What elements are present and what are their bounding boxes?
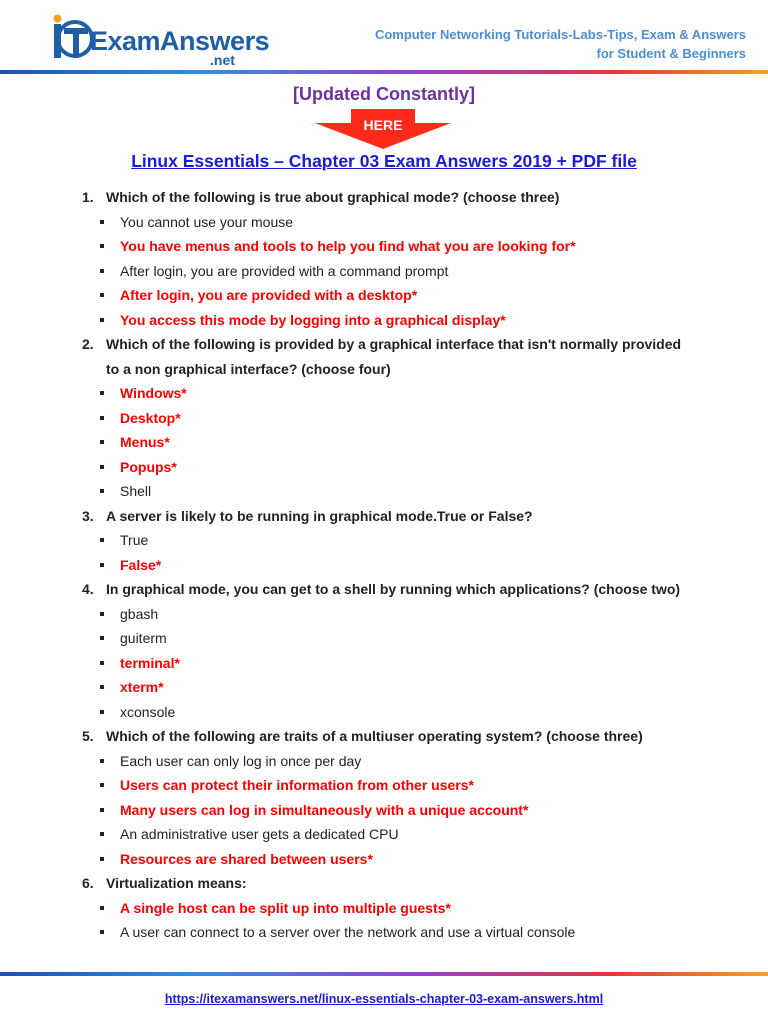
correct-answer-option [100, 553, 768, 578]
correct-answer-option [100, 847, 768, 872]
question-number: 5. [82, 728, 94, 744]
answer-option [100, 822, 768, 847]
bullet-icon [100, 489, 104, 493]
answer-option-text: After login, you are provided with a command prompt [120, 262, 449, 279]
footer-divider [0, 972, 768, 976]
correct-answer-option [100, 234, 768, 259]
bullet-icon [100, 906, 104, 910]
answer-option [100, 210, 768, 235]
question-item [0, 332, 768, 504]
question-body: A server is likely to be running in graphical mode.True or False? [106, 507, 533, 524]
answer-option-text: True [120, 532, 149, 548]
answer-option-text: guiterm [120, 630, 167, 646]
question-text [82, 504, 692, 529]
question-text [82, 871, 692, 896]
tagline-line-1: Computer Networking Tutorials-Labs-Tips, Exam & Answers [374, 27, 746, 42]
question-body: Which of the following are traits of a multiuser operating system? (choose three) [106, 728, 643, 744]
answer-option [100, 626, 768, 651]
answer-option-text: You cannot use your mouse [120, 213, 294, 230]
bullet-icon [100, 783, 104, 787]
bullet-icon [100, 318, 104, 322]
correct-answer-option [100, 651, 768, 676]
answer-option-text: False* [120, 556, 162, 573]
correct-answer-option [100, 675, 768, 700]
correct-answer-option [100, 773, 768, 798]
answer-option-text: Menus* [120, 434, 170, 450]
answer-option-text: Each user can only log in once per day [120, 752, 362, 769]
answer-option [100, 920, 768, 945]
answer-option-text: After login, you are provided with a desktop* [120, 287, 418, 303]
bullet-icon [100, 808, 104, 812]
question-body: Which of the following is true about graphical mode? (choose three) [106, 189, 560, 205]
answer-option-text: Windows* [120, 385, 187, 401]
question-item [0, 504, 768, 578]
answer-option-text: An administrative user gets a dedicated CPU [120, 826, 399, 842]
answer-option-text: You access this mode by logging into a graphical display* [120, 311, 506, 328]
question-number: 4. [82, 581, 94, 597]
bullet-icon [100, 612, 104, 616]
answer-option-text: A user can connect to a server over the network and use a virtual console [120, 924, 576, 940]
question-text [82, 577, 692, 602]
bullet-icon [100, 685, 104, 689]
bullet-icon [100, 220, 104, 224]
question-item [0, 577, 768, 724]
correct-answer-option [100, 430, 768, 455]
question-item [0, 871, 768, 945]
answer-option-text: Popups* [120, 458, 177, 475]
question-body: In graphical mode, you can get to a shell by running which applications? (choose two) [106, 581, 681, 597]
site-logo[interactable] [50, 14, 270, 68]
question-number: 2. [82, 336, 94, 352]
answer-option-text: Users can protect their information from other users* [120, 777, 474, 793]
here-label: HERE [363, 117, 403, 133]
header-divider [0, 70, 768, 74]
answer-option [100, 528, 768, 553]
answer-option-text: Many users can log in simultaneously with a unique account* [120, 801, 529, 818]
tagline-line-2: for Student & Beginners [596, 46, 746, 61]
correct-answer-option [100, 455, 768, 480]
footer-url-link[interactable]: https://itexamanswers.net/linux-essentials-chapter-03-exam-answers.html [164, 992, 604, 1006]
correct-answer-option [100, 381, 768, 406]
page-header [0, 0, 768, 72]
question-text [82, 332, 692, 381]
correct-answer-option [100, 283, 768, 308]
question-text [82, 185, 692, 210]
correct-answer-option [100, 406, 768, 431]
bullet-icon [100, 661, 104, 665]
bullet-icon [100, 930, 104, 934]
page-title-link[interactable]: Linux Essentials – Chapter 03 Exam Answers 2019 + PDF file [131, 151, 637, 171]
bullet-icon [100, 465, 104, 469]
answer-option-text: A single host can be split up into multiple guests* [120, 899, 451, 916]
answer-option-text: Desktop* [120, 409, 181, 426]
correct-answer-option [100, 308, 768, 333]
logo-brand: ExamAnswers [90, 26, 270, 56]
bullet-icon [100, 416, 104, 420]
question-body: Which of the following is provided by a graphical interface that isn't normally provided to a non graphical interface? (choose four) [106, 336, 682, 377]
bullet-icon [100, 563, 104, 567]
answer-option [100, 479, 768, 504]
site-tagline [375, 25, 746, 63]
answer-option-text: terminal* [120, 654, 180, 671]
question-number: 6. [82, 875, 94, 891]
answer-option [100, 700, 768, 725]
question-text [82, 724, 692, 749]
question-body: Virtualization means: [106, 875, 247, 891]
question-item [0, 724, 768, 871]
question-item [0, 185, 768, 332]
answer-option-text: You have menus and tools to help you find what you are looking for* [120, 238, 576, 254]
bullet-icon [100, 269, 104, 273]
bullet-icon [100, 759, 104, 763]
question-number: 1. [82, 189, 94, 205]
answer-option-text: Shell [120, 483, 152, 499]
answer-option-text: Resources are shared between users* [120, 850, 373, 867]
answer-option [100, 259, 768, 284]
logo-tld: .net [210, 52, 235, 68]
bullet-icon [100, 636, 104, 640]
bullet-icon [100, 440, 104, 444]
bullet-icon [100, 538, 104, 542]
correct-answer-option [100, 896, 768, 921]
bullet-icon [100, 710, 104, 714]
bullet-icon [100, 293, 104, 297]
answer-option-text: xterm* [120, 679, 164, 695]
logo-it-icon [50, 14, 94, 64]
bullet-icon [100, 244, 104, 248]
correct-answer-option [100, 798, 768, 823]
bullet-icon [100, 857, 104, 861]
answer-option-text: gbash [120, 605, 159, 622]
question-list [0, 185, 768, 945]
bullet-icon [100, 832, 104, 836]
updated-constantly-label: [Updated Constantly] [293, 84, 475, 104]
question-number: 3. [82, 507, 94, 524]
answer-option [100, 749, 768, 774]
answer-option [100, 602, 768, 627]
answer-option-text: xconsole [120, 703, 176, 720]
bullet-icon [100, 391, 104, 395]
